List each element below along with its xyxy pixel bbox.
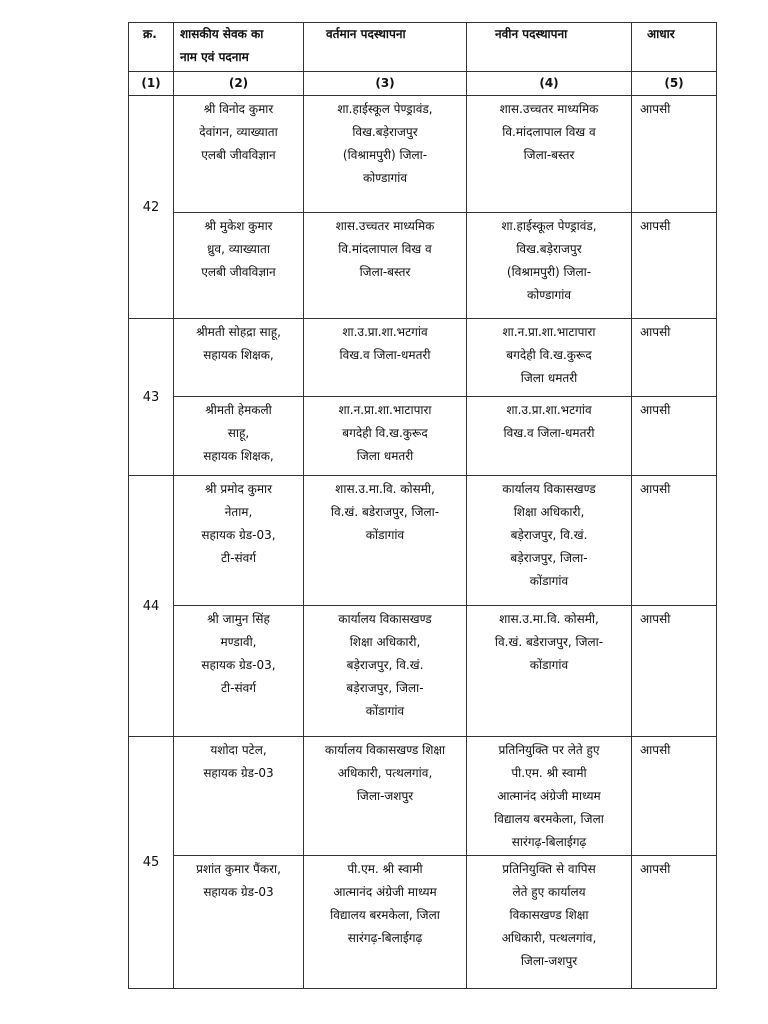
header-current-posting: वर्तमान पदस्थापना xyxy=(304,23,467,72)
transfer-basis: आपसी xyxy=(632,856,717,989)
employee-name: श्री प्रमोद कुमार नेताम, सहायक ग्रेड-03, टी-संवर्ग xyxy=(174,476,304,606)
col-number: (4) xyxy=(467,72,632,96)
serial-number: 45 xyxy=(129,737,174,989)
employee-name: श्री मुकेश कुमार ध्रुव, व्याख्याता एलबी जीवविज्ञान xyxy=(174,213,304,319)
table-row xyxy=(129,737,717,856)
header-serial: क्र. xyxy=(129,23,174,72)
employee-name: प्रशांत कुमार पैंकरा, सहायक ग्रेड-03 xyxy=(174,856,304,989)
col-number: (2) xyxy=(174,72,304,96)
transfer-table xyxy=(128,22,717,989)
table-row xyxy=(129,213,717,319)
table-row xyxy=(129,606,717,737)
new-posting: शास.उ.मा.वि. कोसमी, वि.खं. बडेराजपुर, जिला- कोंडागांव xyxy=(467,606,632,737)
transfer-basis: आपसी xyxy=(632,606,717,737)
transfer-basis: आपसी xyxy=(632,213,717,319)
employee-name: श्रीमती हेमकली साहू, सहायक शिक्षक, xyxy=(174,397,304,476)
transfer-basis: आपसी xyxy=(632,319,717,397)
employee-name: श्री जामुन सिंह मण्डावी, सहायक ग्रेड-03, टी-संवर्ग xyxy=(174,606,304,737)
transfer-basis: आपसी xyxy=(632,737,717,856)
employee-name: यशोदा पटेल, सहायक ग्रेड-03 xyxy=(174,737,304,856)
new-posting: शास.उच्चतर माध्यमिक वि.मांदलापाल विख व जिला-बस्तर xyxy=(467,96,632,213)
header-employee-name: शासकीय सेवक का नाम एवं पदनाम xyxy=(174,23,304,72)
header-row xyxy=(129,23,717,72)
current-posting: शा.न.प्रा.शा.भाटापारा बगदेही वि.ख.कुरूद जिला धमतरी xyxy=(304,397,467,476)
new-posting: प्रतिनियुक्ति पर लेते हुए पी.एम. श्री स्वामी आत्मानंद अंग्रेजी माध्यम विद्यालय बरमकेला, जिला सारंगढ़-बिलाईगढ़ xyxy=(467,737,632,856)
current-posting: शा.उ.प्रा.शा.भटगांव विख.व जिला-धमतरी xyxy=(304,319,467,397)
column-number-row xyxy=(129,72,717,96)
current-posting: कार्यालय विकासखण्ड शिक्षा अधिकारी, पत्थलगांव, जिला-जशपुर xyxy=(304,737,467,856)
table-row xyxy=(129,476,717,606)
serial-number: 44 xyxy=(129,476,174,737)
table-row xyxy=(129,856,717,989)
transfer-basis: आपसी xyxy=(632,96,717,213)
employee-name: श्रीमती सोहद्रा साहू, सहायक शिक्षक, xyxy=(174,319,304,397)
header-basis: आधार xyxy=(632,23,717,72)
current-posting: शास.उ.मा.वि. कोसमी, वि.खं. बडेराजपुर, जिला- कोंडागांव xyxy=(304,476,467,606)
table-row xyxy=(129,397,717,476)
col-number: (3) xyxy=(304,72,467,96)
transfer-basis: आपसी xyxy=(632,476,717,606)
col-number: (5) xyxy=(632,72,717,96)
col-number: (1) xyxy=(129,72,174,96)
current-posting: कार्यालय विकासखण्ड शिक्षा अधिकारी, बड़ेराजपुर, वि.खं. बड़ेराजपुर, जिला- कोंडागांव xyxy=(304,606,467,737)
serial-number: 43 xyxy=(129,319,174,476)
table-row xyxy=(129,319,717,397)
employee-name: श्री विनोद कुमार देवांगन, व्याख्याता एलबी जीवविज्ञान xyxy=(174,96,304,213)
new-posting: शा.उ.प्रा.शा.भटगांव विख.व जिला-धमतरी xyxy=(467,397,632,476)
transfer-basis: आपसी xyxy=(632,397,717,476)
current-posting: शास.उच्चतर माध्यमिक वि.मांदलापाल विख व जिला-बस्तर xyxy=(304,213,467,319)
new-posting: कार्यालय विकासखण्ड शिक्षा अधिकारी, बड़ेराजपुर, वि.खं. बड़ेराजपुर, जिला- कोंडागांव xyxy=(467,476,632,606)
new-posting: शा.हाईस्कूल पेण्ड्रावंड, विख.बड़ेराजपुर (विश्रामपुरी) जिला- कोण्डागांव xyxy=(467,213,632,319)
header-new-posting: नवीन पदस्थापना xyxy=(467,23,632,72)
new-posting: प्रतिनियुक्ति से वापिस लेते हुए कार्यालय विकासखण्ड शिक्षा अधिकारी, पत्थलगांव, जिला-जशपुर xyxy=(467,856,632,989)
current-posting: पी.एम. श्री स्वामी आत्मानंद अंग्रेजी माध्यम विद्यालय बरमकेला, जिला सारंगढ़-बिलाईगढ़ xyxy=(304,856,467,989)
new-posting: शा.न.प्रा.शा.भाटापारा बगदेही वि.ख.कुरूद जिला धमतरी xyxy=(467,319,632,397)
table-row xyxy=(129,96,717,213)
current-posting: शा.हाईस्कूल पेण्ड्रावंड, विख.बड़ेराजपुर (विश्रामपुरी) जिला- कोण्डागांव xyxy=(304,96,467,213)
serial-number: 42 xyxy=(129,96,174,319)
